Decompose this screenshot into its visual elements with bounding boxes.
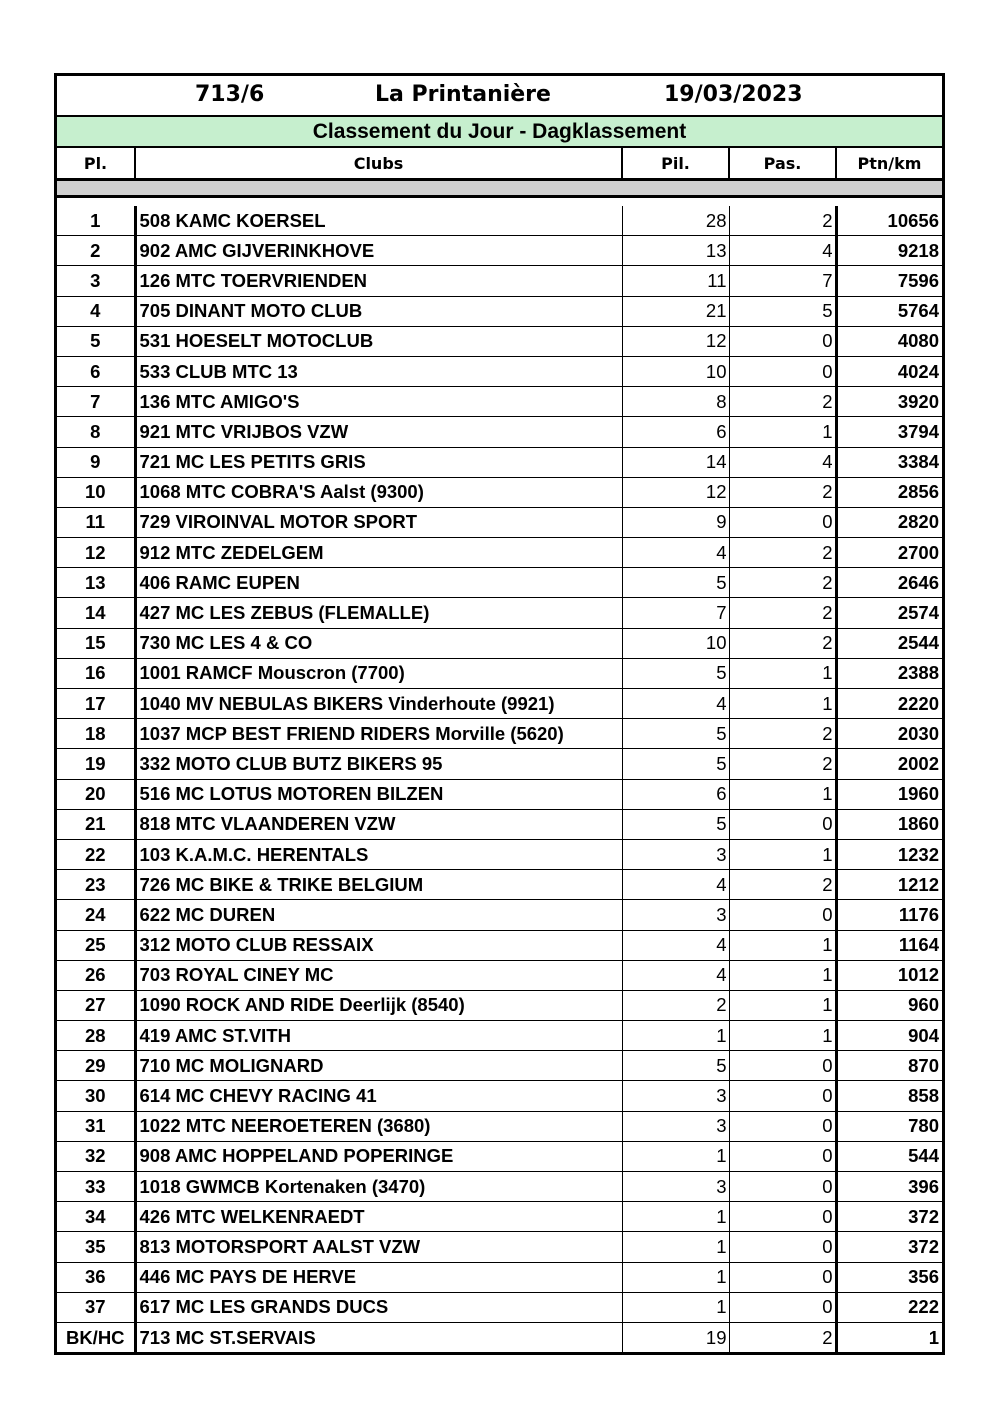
club-cell: 427 MC LES ZEBUS (FLEMALLE)	[135, 598, 622, 628]
table-row	[57, 538, 942, 568]
points-cell: 2700	[836, 538, 942, 568]
passengers-cell: 1	[729, 1021, 836, 1051]
pilots-cell: 21	[622, 296, 729, 326]
club-cell: 136 MTC AMIGO'S	[135, 387, 622, 417]
table-row	[57, 387, 942, 417]
points-cell: 2820	[836, 507, 942, 537]
club-cell: 617 MC LES GRANDS DUCS	[135, 1292, 622, 1322]
table-row	[57, 719, 942, 749]
passengers-cell: 2	[729, 628, 836, 658]
pilots-cell: 5	[622, 809, 729, 839]
club-cell: 1022 MTC NEEROETEREN (3680)	[135, 1111, 622, 1141]
table-row	[57, 356, 942, 386]
passengers-cell: 0	[729, 1172, 836, 1202]
passengers-cell: 1	[729, 960, 836, 990]
pilots-cell: 13	[622, 236, 729, 266]
points-cell: 544	[836, 1141, 942, 1171]
points-cell: 1232	[836, 839, 942, 869]
ranking-table	[57, 148, 942, 1352]
points-cell: 2002	[836, 749, 942, 779]
table-row	[57, 447, 942, 477]
pilots-cell: 4	[622, 960, 729, 990]
place-cell: 28	[57, 1021, 135, 1051]
place-cell: 15	[57, 628, 135, 658]
subtitle-banner: Classement du Jour - Dagklassement	[57, 117, 942, 148]
pilots-cell: 28	[622, 206, 729, 236]
pilots-cell: 4	[622, 870, 729, 900]
spacer-row	[57, 197, 942, 207]
passengers-cell: 0	[729, 1081, 836, 1111]
passengers-cell: 2	[729, 1322, 836, 1352]
pilots-cell: 1	[622, 1141, 729, 1171]
pilots-cell: 5	[622, 749, 729, 779]
place-cell: 29	[57, 1051, 135, 1081]
ranking-sheet	[54, 73, 945, 1355]
points-cell: 396	[836, 1172, 942, 1202]
column-header-ptn: Ptn/km	[836, 148, 942, 180]
place-cell: 17	[57, 689, 135, 719]
pilots-cell: 1	[622, 1262, 729, 1292]
place-cell: 8	[57, 417, 135, 447]
points-cell: 2646	[836, 568, 942, 598]
table-row	[57, 689, 942, 719]
points-cell: 3384	[836, 447, 942, 477]
club-cell: 312 MOTO CLUB RESSAIX	[135, 930, 622, 960]
place-cell: 26	[57, 960, 135, 990]
points-cell: 1212	[836, 870, 942, 900]
pilots-cell: 11	[622, 266, 729, 296]
passengers-cell: 0	[729, 1292, 836, 1322]
place-cell: 33	[57, 1172, 135, 1202]
table-row	[57, 477, 942, 507]
table-row	[57, 1081, 942, 1111]
place-cell: 4	[57, 296, 135, 326]
passengers-cell: 2	[729, 719, 836, 749]
club-cell: 516 MC LOTUS MOTOREN BILZEN	[135, 779, 622, 809]
passengers-cell: 7	[729, 266, 836, 296]
club-cell: 1001 RAMCF Mouscron (7700)	[135, 658, 622, 688]
points-cell: 7596	[836, 266, 942, 296]
passengers-cell: 2	[729, 206, 836, 236]
place-cell: 10	[57, 477, 135, 507]
place-cell: 21	[57, 809, 135, 839]
pilots-cell: 1	[622, 1021, 729, 1051]
table-row	[57, 1292, 942, 1322]
table-row	[57, 598, 942, 628]
passengers-cell: 0	[729, 900, 836, 930]
points-cell: 9218	[836, 236, 942, 266]
table-row	[57, 1051, 942, 1081]
passengers-cell: 0	[729, 507, 836, 537]
table-row	[57, 779, 942, 809]
club-cell: 726 MC BIKE & TRIKE BELGIUM	[135, 870, 622, 900]
club-cell: 1018 GWMCB Kortenaken (3470)	[135, 1172, 622, 1202]
table-row	[57, 990, 942, 1020]
points-cell: 1164	[836, 930, 942, 960]
passengers-cell: 2	[729, 387, 836, 417]
place-cell: 6	[57, 356, 135, 386]
pilots-cell: 1	[622, 1292, 729, 1322]
pilots-cell: 9	[622, 507, 729, 537]
club-cell: 721 MC LES PETITS GRIS	[135, 447, 622, 477]
points-cell: 4024	[836, 356, 942, 386]
place-cell: 3	[57, 266, 135, 296]
place-cell: 9	[57, 447, 135, 477]
gray-separator	[57, 180, 942, 197]
event-date: 19/03/2023	[664, 82, 803, 107]
passengers-cell: 4	[729, 447, 836, 477]
points-cell: 372	[836, 1202, 942, 1232]
table-row	[57, 930, 942, 960]
place-cell: 23	[57, 870, 135, 900]
table-row	[57, 1111, 942, 1141]
table-row	[57, 1141, 942, 1171]
passengers-cell: 0	[729, 1051, 836, 1081]
points-cell: 1176	[836, 900, 942, 930]
passengers-cell: 0	[729, 326, 836, 356]
pilots-cell: 4	[622, 689, 729, 719]
passengers-cell: 1	[729, 930, 836, 960]
passengers-cell: 0	[729, 1141, 836, 1171]
place-cell: 25	[57, 930, 135, 960]
passengers-cell: 0	[729, 1111, 836, 1141]
club-cell: 622 MC DUREN	[135, 900, 622, 930]
place-cell: 32	[57, 1141, 135, 1171]
points-cell: 2574	[836, 598, 942, 628]
club-cell: 103 K.A.M.C. HERENTALS	[135, 839, 622, 869]
points-cell: 356	[836, 1262, 942, 1292]
points-cell: 3920	[836, 387, 942, 417]
passengers-cell: 1	[729, 779, 836, 809]
place-cell: 12	[57, 538, 135, 568]
points-cell: 222	[836, 1292, 942, 1322]
table-row	[57, 628, 942, 658]
pilots-cell: 12	[622, 326, 729, 356]
pilots-cell: 10	[622, 356, 729, 386]
event-code: 713/6	[195, 82, 265, 107]
table-row	[57, 658, 942, 688]
table-row	[57, 870, 942, 900]
passengers-cell: 2	[729, 538, 836, 568]
pilots-cell: 4	[622, 930, 729, 960]
points-cell: 10656	[836, 206, 942, 236]
points-cell: 2220	[836, 689, 942, 719]
points-cell: 2388	[836, 658, 942, 688]
place-cell: BK/HC	[57, 1322, 135, 1352]
club-cell: 446 MC PAYS DE HERVE	[135, 1262, 622, 1292]
club-cell: 126 MTC TOERVRIENDEN	[135, 266, 622, 296]
pilots-cell: 7	[622, 598, 729, 628]
pilots-cell: 8	[622, 387, 729, 417]
pilots-cell: 3	[622, 1172, 729, 1202]
pilots-cell: 2	[622, 990, 729, 1020]
table-row	[57, 749, 942, 779]
column-header-pil: Pil.	[622, 148, 729, 180]
place-cell: 2	[57, 236, 135, 266]
club-cell: 406 RAMC EUPEN	[135, 568, 622, 598]
passengers-cell: 1	[729, 839, 836, 869]
ranking-rows	[57, 206, 942, 1352]
passengers-cell: 0	[729, 1262, 836, 1292]
place-cell: 11	[57, 507, 135, 537]
passengers-cell: 4	[729, 236, 836, 266]
points-cell: 904	[836, 1021, 942, 1051]
passengers-cell: 1	[729, 417, 836, 447]
points-cell: 1960	[836, 779, 942, 809]
passengers-cell: 5	[729, 296, 836, 326]
club-cell: 710 MC MOLIGNARD	[135, 1051, 622, 1081]
passengers-cell: 0	[729, 809, 836, 839]
title-row	[57, 76, 942, 117]
points-cell: 870	[836, 1051, 942, 1081]
table-row	[57, 417, 942, 447]
points-cell: 780	[836, 1111, 942, 1141]
points-cell: 858	[836, 1081, 942, 1111]
points-cell: 3794	[836, 417, 942, 447]
place-cell: 16	[57, 658, 135, 688]
pilots-cell: 19	[622, 1322, 729, 1352]
club-cell: 1040 MV NEBULAS BIKERS Vinderhoute (9921)	[135, 689, 622, 719]
pilots-cell: 10	[622, 628, 729, 658]
points-cell: 372	[836, 1232, 942, 1262]
club-cell: 908 AMC HOPPELAND POPERINGE	[135, 1141, 622, 1171]
place-cell: 22	[57, 839, 135, 869]
table-row	[57, 206, 942, 236]
club-cell: 533 CLUB MTC 13	[135, 356, 622, 386]
table-row	[57, 960, 942, 990]
club-cell: 614 MC CHEVY RACING 41	[135, 1081, 622, 1111]
club-cell: 1068 MTC COBRA'S Aalst (9300)	[135, 477, 622, 507]
table-row	[57, 568, 942, 598]
place-cell: 34	[57, 1202, 135, 1232]
club-cell: 921 MTC VRIJBOS VZW	[135, 417, 622, 447]
club-cell: 729 VIROINVAL MOTOR SPORT	[135, 507, 622, 537]
club-cell: 419 AMC ST.VITH	[135, 1021, 622, 1051]
pilots-cell: 3	[622, 839, 729, 869]
pilots-cell: 5	[622, 658, 729, 688]
club-cell: 813 MOTORSPORT AALST VZW	[135, 1232, 622, 1262]
points-cell: 960	[836, 990, 942, 1020]
club-cell: 332 MOTO CLUB BUTZ BIKERS 95	[135, 749, 622, 779]
table-row	[57, 809, 942, 839]
table-row	[57, 296, 942, 326]
place-cell: 19	[57, 749, 135, 779]
passengers-cell: 1	[729, 658, 836, 688]
points-cell: 2544	[836, 628, 942, 658]
club-cell: 713 MC ST.SERVAIS	[135, 1322, 622, 1352]
pilots-cell: 14	[622, 447, 729, 477]
points-cell: 5764	[836, 296, 942, 326]
place-cell: 37	[57, 1292, 135, 1322]
pilots-cell: 5	[622, 1051, 729, 1081]
table-row	[57, 1262, 942, 1292]
passengers-cell: 2	[729, 568, 836, 598]
event-name: La Printanière	[375, 82, 551, 107]
pilots-cell: 5	[622, 719, 729, 749]
pilots-cell: 5	[622, 568, 729, 598]
place-cell: 13	[57, 568, 135, 598]
club-cell: 703 ROYAL CINEY MC	[135, 960, 622, 990]
club-cell: 426 MTC WELKENRAEDT	[135, 1202, 622, 1232]
club-cell: 1090 ROCK AND RIDE Deerlijk (8540)	[135, 990, 622, 1020]
place-cell: 14	[57, 598, 135, 628]
table-row	[57, 507, 942, 537]
pilots-cell: 1	[622, 1202, 729, 1232]
table-row	[57, 1232, 942, 1262]
pilots-cell: 1	[622, 1232, 729, 1262]
club-cell: 818 MTC VLAANDEREN VZW	[135, 809, 622, 839]
place-cell: 31	[57, 1111, 135, 1141]
table-row	[57, 1021, 942, 1051]
place-cell: 30	[57, 1081, 135, 1111]
pilots-cell: 3	[622, 1081, 729, 1111]
place-cell: 35	[57, 1232, 135, 1262]
points-cell: 1860	[836, 809, 942, 839]
table-row	[57, 1172, 942, 1202]
place-cell: 27	[57, 990, 135, 1020]
pilots-cell: 4	[622, 538, 729, 568]
place-cell: 36	[57, 1262, 135, 1292]
pilots-cell: 3	[622, 900, 729, 930]
pilots-cell: 3	[622, 1111, 729, 1141]
club-cell: 730 MC LES 4 & CO	[135, 628, 622, 658]
pilots-cell: 12	[622, 477, 729, 507]
header-row	[57, 148, 942, 180]
passengers-cell: 0	[729, 1232, 836, 1262]
table-row	[57, 266, 942, 296]
passengers-cell: 2	[729, 598, 836, 628]
passengers-cell: 0	[729, 356, 836, 386]
club-cell: 1037 MCP BEST FRIEND RIDERS Morville (5620)	[135, 719, 622, 749]
points-cell: 4080	[836, 326, 942, 356]
club-cell: 705 DINANT MOTO CLUB	[135, 296, 622, 326]
table-row	[57, 1322, 942, 1352]
club-cell: 902 AMC GIJVERINKHOVE	[135, 236, 622, 266]
points-cell: 2856	[836, 477, 942, 507]
table-row	[57, 236, 942, 266]
passengers-cell: 2	[729, 477, 836, 507]
points-cell: 1	[928, 1326, 939, 1348]
table-row	[57, 1202, 942, 1232]
column-header-pl: Pl.	[57, 148, 135, 180]
points-cell: 1012	[836, 960, 942, 990]
passengers-cell: 0	[729, 1202, 836, 1232]
passengers-cell: 2	[729, 870, 836, 900]
club-cell: 508 KAMC KOERSEL	[135, 206, 622, 236]
place-cell: 20	[57, 779, 135, 809]
table-row	[57, 326, 942, 356]
place-cell: 1	[57, 206, 135, 236]
points-cell: 2030	[836, 719, 942, 749]
table-row	[57, 900, 942, 930]
club-cell: 531 HOESELT MOTOCLUB	[135, 326, 622, 356]
place-cell: 24	[57, 900, 135, 930]
passengers-cell: 2	[729, 749, 836, 779]
passengers-cell: 1	[729, 689, 836, 719]
column-header-clubs: Clubs	[135, 148, 622, 180]
place-cell: 18	[57, 719, 135, 749]
pilots-cell: 6	[622, 417, 729, 447]
place-cell: 5	[57, 326, 135, 356]
club-cell: 912 MTC ZEDELGEM	[135, 538, 622, 568]
table-row	[57, 839, 942, 869]
column-header-pas: Pas.	[729, 148, 836, 180]
pilots-cell: 6	[622, 779, 729, 809]
passengers-cell: 1	[729, 990, 836, 1020]
place-cell: 7	[57, 387, 135, 417]
